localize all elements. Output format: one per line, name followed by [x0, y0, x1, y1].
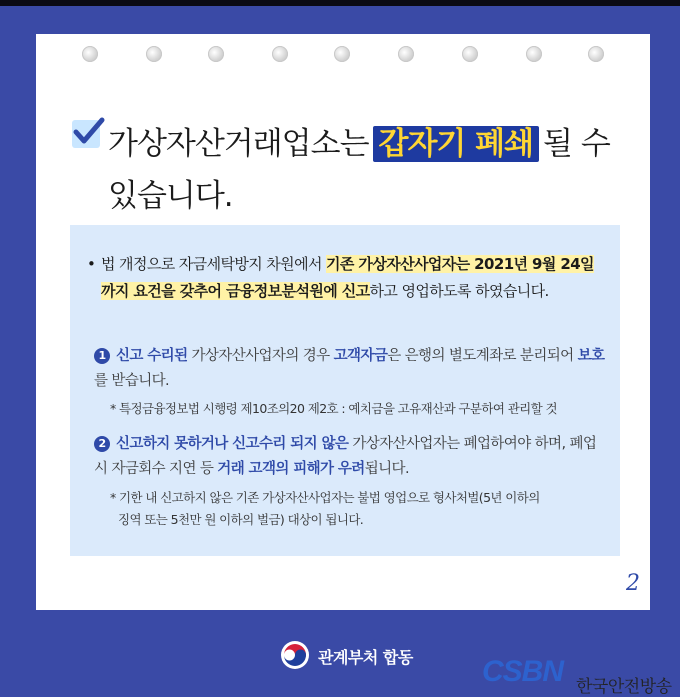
watermark-logo: CSBN	[482, 655, 564, 688]
footnote-2	[110, 487, 610, 531]
binder-hole	[462, 46, 478, 62]
list-item-1	[94, 344, 610, 394]
binder-hole	[526, 46, 542, 62]
binder-hole	[208, 46, 224, 62]
heading-line-1	[108, 118, 610, 163]
bullet: •	[87, 255, 96, 273]
heading-text-end: 될 수	[543, 126, 610, 162]
item-emphasis: 신고 수리된	[116, 348, 188, 364]
main-highlight: 기존 가상자산사업자는 2021년 9월 24일까지 요건을 갖추어 금융정보분석원에 신고	[101, 255, 594, 300]
heading-highlight: 갑자기 폐쇄	[373, 126, 540, 162]
main-text: 법 개정으로 자금세탁방지 차원에서	[101, 255, 327, 273]
binder-hole	[272, 46, 288, 62]
main-text-end: 하고 영업하도록 하였습니다.	[369, 282, 549, 300]
notepad-card	[36, 34, 650, 610]
check-icon	[72, 120, 100, 148]
page-number: 2	[626, 571, 640, 596]
item-keyword: 거래 고객의 피해가 우려	[217, 461, 365, 477]
item-text: 은 은행의 별도계좌로 분리되어	[387, 348, 578, 364]
top-bar	[0, 0, 680, 6]
item-text: 됩니다.	[364, 461, 409, 477]
binder-hole	[398, 46, 414, 62]
number-badge: 1	[94, 348, 110, 364]
footnote-1: * 특정금융정보법 시행령 제10조의20 제2호 : 예치금을 고유재산과 구분하여 관리할 것	[110, 401, 557, 416]
binder-hole	[146, 46, 162, 62]
info-box	[70, 225, 620, 556]
item-emphasis: 신고하지 못하거나 신고수리 되지 않은	[116, 436, 349, 452]
main-paragraph	[87, 251, 607, 305]
binder-hole	[588, 46, 604, 62]
number-badge: 2	[94, 436, 110, 452]
watermark	[482, 655, 680, 695]
footnote-line: * 기한 내 신고하지 않은 기존 가상자산사업자는 불법 영업으로 형사처벌(5년 이하의	[110, 490, 540, 505]
heading-text: 가상자산거래업소는	[108, 126, 369, 162]
item-text: 가상자산사업자의 경우	[187, 348, 334, 364]
item-text: 가상자산사업자는 폐업하여야 하며, 폐업 시 자금회수 지연 등	[94, 436, 597, 477]
binder-hole	[334, 46, 350, 62]
list-item-2	[94, 432, 610, 482]
item-text: 를 받습니다.	[94, 373, 170, 389]
government-emblem-icon	[280, 640, 310, 670]
binder-hole	[82, 46, 98, 62]
item-keyword: 고객자금	[333, 348, 388, 364]
footer-label: 관계부처 합동	[318, 648, 413, 667]
footnote-line: 징역 또는 5천만 원 이하의 벌금) 대상이 됩니다.	[118, 512, 364, 527]
binder-holes	[36, 46, 650, 66]
heading-line-2: 있습니다.	[108, 178, 233, 214]
item-keyword: 보호	[577, 348, 605, 364]
watermark-text: 한국안전방송	[576, 677, 672, 697]
